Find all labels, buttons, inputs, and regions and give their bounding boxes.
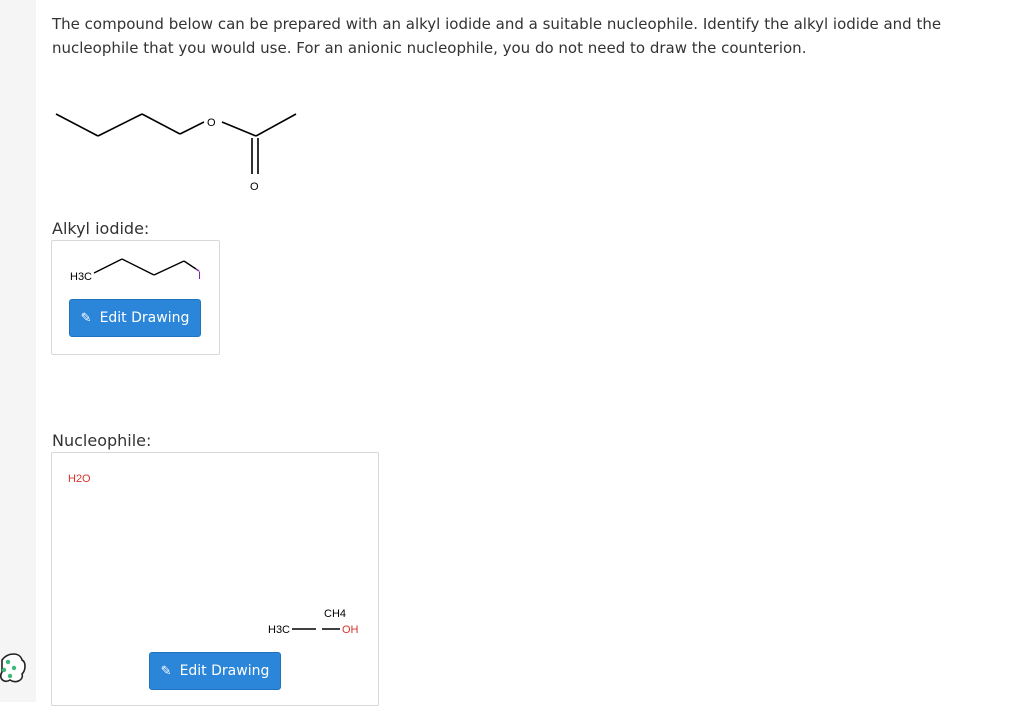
bond (256, 114, 296, 136)
alkyl-iodide-heading: Alkyl iodide: (52, 219, 150, 238)
edit-drawing-button-nucleophile[interactable] (149, 652, 281, 690)
carbonyl-oxygen-label: O (250, 181, 259, 193)
bond (98, 114, 142, 136)
bond (184, 261, 196, 269)
target-molecule (52, 100, 312, 200)
question-prompt: The compound below can be prepared with an alkyl iodide and a suitable nucleophile. Identify the alkyl iodide and the nucleophile that you would use. For an anionic nucleophile, you do not need to draw the counterion. (52, 15, 942, 57)
ether-oxygen-label: O (207, 117, 216, 129)
nucleophile-fragment-drawing (264, 603, 374, 643)
left-rail (0, 0, 36, 702)
water-drawing (66, 467, 126, 489)
bond (56, 114, 98, 136)
hydroxyl-label: OH (342, 624, 359, 636)
bond (122, 259, 154, 275)
iodine-label: I (198, 270, 202, 282)
nucleophile-answer-box (51, 452, 379, 706)
methyl-top-label: CH4 (324, 608, 347, 620)
bond (180, 122, 204, 134)
nucleophile-heading: Nucleophile: (52, 431, 152, 450)
bond (222, 122, 256, 136)
bond (154, 261, 184, 275)
pencil-icon: ✎ (80, 310, 92, 326)
bond (94, 259, 122, 273)
edit-button-label: Edit Drawing (99, 310, 190, 326)
alkyl-iodide-drawing (66, 253, 206, 289)
bond (142, 114, 180, 134)
methyl-left-label: H3C (268, 624, 291, 636)
pencil-icon: ✎ (160, 663, 172, 679)
edit-drawing-button-alkyl-iodide[interactable] (69, 299, 201, 337)
alkyl-iodide-answer-box (51, 240, 220, 355)
methyl-label: H3C (70, 271, 93, 283)
app-logo-icon[interactable] (0, 650, 30, 690)
water-label: H2O (68, 473, 91, 485)
edit-button-label: Edit Drawing (179, 663, 270, 679)
